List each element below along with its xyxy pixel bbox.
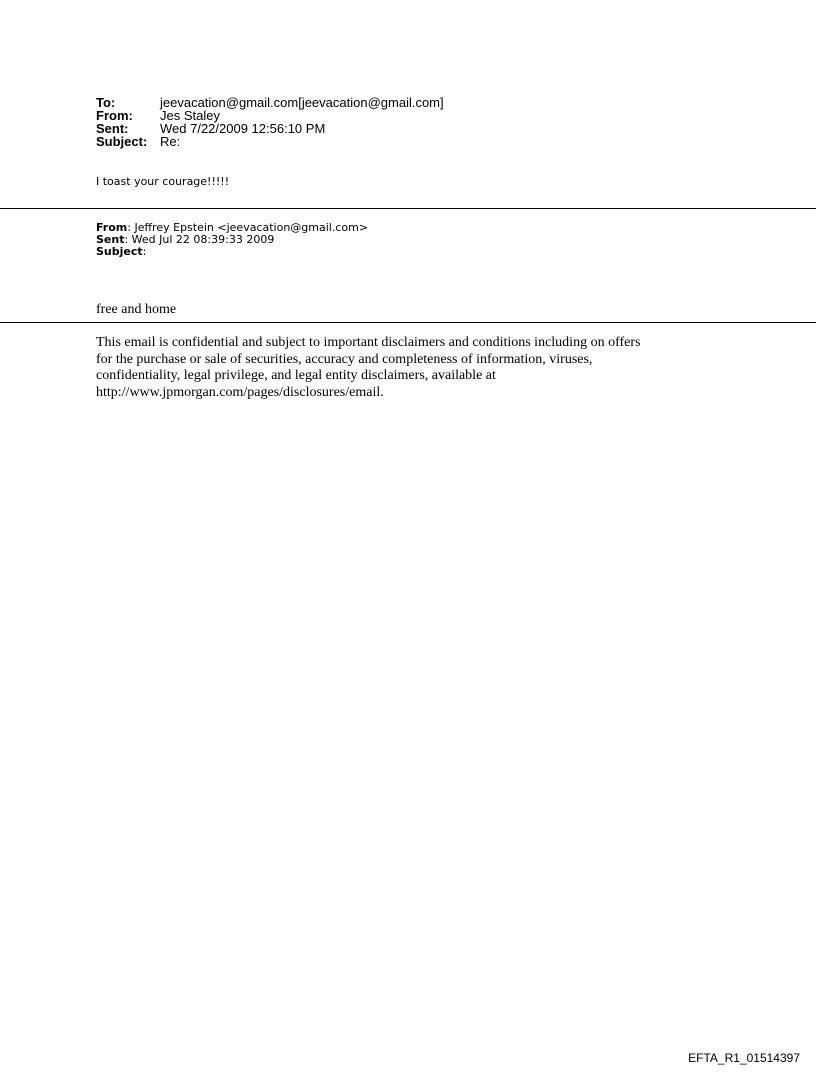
disclaimer xyxy=(96,335,736,401)
disclaimer-line: This email is confidential and subject to important disclaimers and conditions including on offers xyxy=(96,335,641,350)
quoted-from-label: From xyxy=(96,221,128,234)
divider-bottom xyxy=(0,322,816,323)
from-label: From: xyxy=(96,108,133,123)
email-header xyxy=(96,96,444,148)
disclaimer-line: for the purchase or sale of securities, accuracy and completeness of information, viruses, xyxy=(96,351,593,367)
quoted-subject-label: Subject xyxy=(96,245,143,258)
document-id: EFTA_R1_01514397 xyxy=(688,1051,800,1065)
to-label: To: xyxy=(96,95,116,110)
sent-label: Sent: xyxy=(96,121,129,136)
quoted-subject-row xyxy=(96,246,368,258)
to-value: jeevacation@gmail.com[jeevacation@gmail.com] xyxy=(160,95,444,110)
divider-top xyxy=(0,208,816,209)
quoted-sent-value: : Wed Jul 22 08:39:33 2009 xyxy=(124,233,275,246)
quoted-subject-value: : xyxy=(142,245,147,258)
reply-body: I toast your courage!!!!! xyxy=(96,175,230,188)
quoted-sent-label: Sent xyxy=(96,233,125,246)
subject-row xyxy=(96,135,444,148)
sent-row xyxy=(96,122,444,135)
subject-value: Re: xyxy=(160,134,181,149)
from-value: Jes Staley xyxy=(160,108,220,123)
quoted-body: free and home xyxy=(96,302,177,317)
disclaimer-line: confidentiality, legal privilege, and legal entity disclaimers, available at xyxy=(96,368,496,383)
to-row xyxy=(96,96,444,109)
quoted-header xyxy=(96,222,368,258)
sent-value: Wed 7/22/2009 12:56:10 PM xyxy=(160,121,326,136)
quoted-from-value: : Jeffrey Epstein <jeevacation@gmail.com> xyxy=(127,221,369,234)
disclaimer-line: http://www.jpmorgan.com/pages/disclosures/email. xyxy=(96,384,384,400)
subject-label: Subject: xyxy=(96,134,148,149)
